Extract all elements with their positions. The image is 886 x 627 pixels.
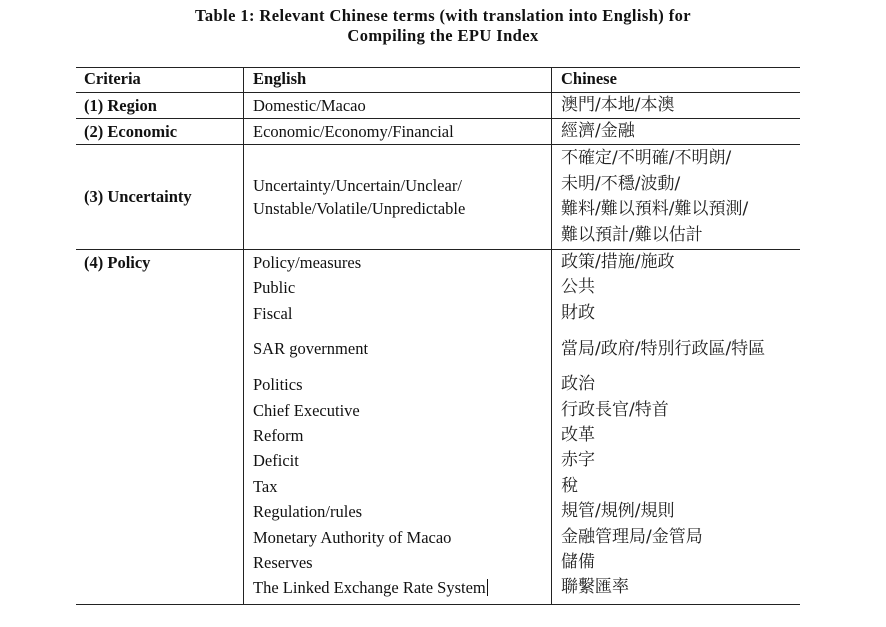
- chinese-cell: [551, 145, 800, 249]
- criteria-cell: (1) Region: [84, 96, 157, 115]
- table-row-policy: [76, 250, 800, 605]
- policy-chinese-text: 當局/政府/特別行政區/特區: [561, 338, 766, 359]
- caption-line-1: Table 1: Relevant Chinese terms (with translation into English) for: [195, 6, 691, 25]
- policy-english-item: [253, 326, 551, 372]
- table-row-region: [76, 93, 800, 119]
- table-header-row: [76, 68, 800, 93]
- header-english: English: [243, 68, 551, 92]
- english-line: Unstable/Volatile/Unpredictable: [253, 199, 466, 218]
- criteria-label: (3) Uncertainty: [84, 187, 192, 206]
- policy-english-item: Regulation/rules: [253, 502, 363, 522]
- english-cell: [243, 250, 551, 604]
- chinese-cell: 經濟/金融: [551, 119, 800, 144]
- policy-chinese-item: 儲備: [561, 551, 595, 572]
- criteria-cell: (2) Economic: [84, 122, 178, 141]
- english-line: Uncertainty/Uncertain/Unclear/: [253, 176, 462, 195]
- policy-chinese-item: 聯繫匯率: [561, 577, 629, 598]
- policy-english-item: Chief Executive: [253, 400, 360, 420]
- header-criteria: Criteria: [84, 69, 141, 88]
- caption-line-2: Compiling the EPU Index: [347, 26, 539, 45]
- chinese-cell: [551, 250, 800, 604]
- chinese-line: 不確定/不明確/不明朗/: [561, 148, 732, 168]
- policy-english-text: SAR government: [253, 339, 369, 359]
- english-cell: Economic/Economy/Financial: [243, 119, 551, 144]
- policy-chinese-item: 赤字: [561, 450, 595, 471]
- policy-chinese-item: 公共: [561, 277, 595, 298]
- policy-english-item: Reserves: [253, 552, 313, 572]
- chinese-line: 未明/不穩/波動/: [561, 173, 681, 194]
- table-row-economic: [76, 119, 800, 145]
- policy-chinese-item: 政治: [561, 374, 595, 395]
- criteria-cell: [76, 145, 243, 249]
- policy-chinese-item: 行政長官/特首: [561, 399, 669, 420]
- policy-english-item: Policy/measures: [253, 253, 362, 272]
- policy-chinese-item: [561, 326, 800, 372]
- policy-english-item: Politics: [253, 375, 303, 395]
- criteria-cell: (4) Policy: [84, 253, 151, 272]
- policy-chinese-item: 政策/措施/施政: [561, 252, 675, 272]
- policy-english-item: Monetary Authority of Macao: [253, 527, 452, 547]
- policy-chinese-item: 財政: [561, 302, 595, 323]
- table-row-uncertainty: [76, 145, 800, 250]
- epu-terms-table: [76, 67, 800, 605]
- english-cell: Domestic/Macao: [243, 93, 551, 118]
- policy-english-text: The Linked Exchange Rate System: [253, 578, 486, 598]
- chinese-cell: 澳門/本地/本澳: [551, 93, 800, 118]
- chinese-line: 難料/難以預料/難以預測/: [561, 199, 749, 219]
- table-caption: [0, 6, 886, 46]
- chinese-line: 難以預計/難以估計: [561, 224, 703, 245]
- policy-english-item: Reform: [253, 425, 304, 445]
- policy-english-item: Deficit: [253, 451, 299, 471]
- english-cell: [243, 145, 551, 249]
- policy-english-item: Tax: [253, 476, 278, 496]
- policy-english-item: Fiscal: [253, 303, 293, 323]
- policy-chinese-item: 金融管理局/金管局: [561, 526, 703, 547]
- policy-chinese-item: 規管/規例/規則: [561, 501, 675, 522]
- header-chinese: Chinese: [551, 68, 800, 92]
- policy-chinese-item: 稅: [561, 475, 578, 496]
- policy-chinese-item: 改革: [561, 424, 595, 445]
- policy-english-item: Public: [253, 278, 296, 298]
- policy-english-item: [253, 575, 551, 600]
- text-cursor: [487, 579, 488, 596]
